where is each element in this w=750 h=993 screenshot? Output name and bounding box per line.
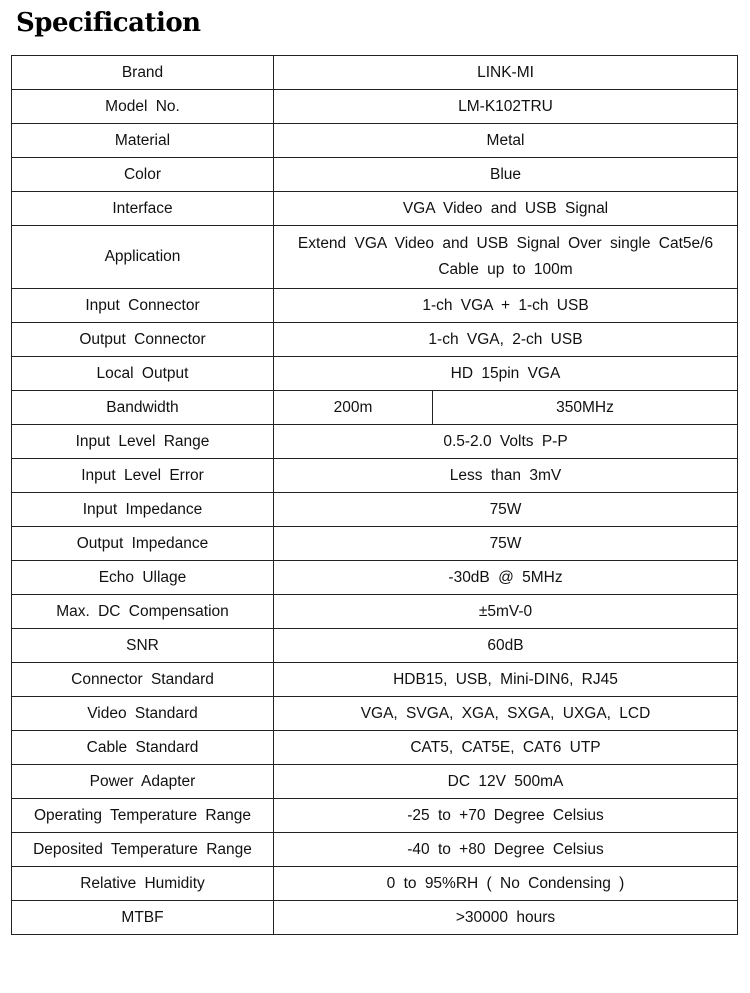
- specification-table: [11, 55, 738, 935]
- row-value: -30dB @ 5MHz: [274, 561, 738, 595]
- row-value: 0 to 95%RH ( No Condensing ): [274, 867, 738, 901]
- row-label: Application: [12, 226, 274, 289]
- row-value: -25 to +70 Degree Celsius: [274, 799, 738, 833]
- row-value: 1-ch VGA, 2-ch USB: [274, 323, 738, 357]
- table-row: [12, 56, 738, 90]
- table-row: [12, 391, 738, 425]
- row-value: CAT5, CAT5E, CAT6 UTP: [274, 731, 738, 765]
- table-row: [12, 192, 738, 226]
- row-label: Model No.: [12, 90, 274, 124]
- row-label: Power Adapter: [12, 765, 274, 799]
- row-label: Echo Ullage: [12, 561, 274, 595]
- row-label: Color: [12, 158, 274, 192]
- table-row: [12, 901, 738, 935]
- table-row: [12, 289, 738, 323]
- row-label: SNR: [12, 629, 274, 663]
- table-row: [12, 527, 738, 561]
- row-value: 1-ch VGA + 1-ch USB: [274, 289, 738, 323]
- table-row: [12, 629, 738, 663]
- bandwidth-frequency: 350MHz: [433, 391, 738, 425]
- row-label: Operating Temperature Range: [12, 799, 274, 833]
- row-value: -40 to +80 Degree Celsius: [274, 833, 738, 867]
- row-value: HD 15pin VGA: [274, 357, 738, 391]
- table-row: [12, 493, 738, 527]
- row-value: 0.5-2.0 Volts P-P: [274, 425, 738, 459]
- row-value-line-2: Cable up to 100m: [438, 261, 573, 278]
- row-label: Interface: [12, 192, 274, 226]
- row-value: VGA Video and USB Signal: [274, 192, 738, 226]
- row-value: Metal: [274, 124, 738, 158]
- table-row: [12, 697, 738, 731]
- row-value: HDB15, USB, Mini-DIN6, RJ45: [274, 663, 738, 697]
- row-label: Bandwidth: [12, 391, 274, 425]
- row-value: ±5mV-0: [274, 595, 738, 629]
- row-label: Connector Standard: [12, 663, 274, 697]
- row-label: Input Connector: [12, 289, 274, 323]
- row-label: Input Level Range: [12, 425, 274, 459]
- page-title: Specification: [16, 8, 201, 38]
- table-row: [12, 357, 738, 391]
- table-row: [12, 663, 738, 697]
- table-row: [12, 158, 738, 192]
- row-label: Input Impedance: [12, 493, 274, 527]
- row-value: DC 12V 500mA: [274, 765, 738, 799]
- table-row: [12, 561, 738, 595]
- row-label: Output Impedance: [12, 527, 274, 561]
- table-row: [12, 226, 738, 289]
- table-row: [12, 799, 738, 833]
- table-row: [12, 867, 738, 901]
- row-label: Relative Humidity: [12, 867, 274, 901]
- table-row: [12, 833, 738, 867]
- row-value: [274, 226, 738, 289]
- row-value: 60dB: [274, 629, 738, 663]
- row-label: Output Connector: [12, 323, 274, 357]
- table-row: [12, 765, 738, 799]
- row-label: Local Output: [12, 357, 274, 391]
- table-row: [12, 595, 738, 629]
- row-label: Deposited Temperature Range: [12, 833, 274, 867]
- row-label: Max. DC Compensation: [12, 595, 274, 629]
- row-value: 75W: [274, 493, 738, 527]
- bandwidth-distance: 200m: [274, 391, 433, 425]
- row-value: LM-K102TRU: [274, 90, 738, 124]
- row-label: Cable Standard: [12, 731, 274, 765]
- row-label: Brand: [12, 56, 274, 90]
- row-value: VGA, SVGA, XGA, SXGA, UXGA, LCD: [274, 697, 738, 731]
- table-row: [12, 459, 738, 493]
- table-row: [12, 323, 738, 357]
- row-value: Less than 3mV: [274, 459, 738, 493]
- row-value: >30000 hours: [274, 901, 738, 935]
- row-label: MTBF: [12, 901, 274, 935]
- table-row: [12, 731, 738, 765]
- row-label: Input Level Error: [12, 459, 274, 493]
- table-row: [12, 90, 738, 124]
- row-value: LINK-MI: [274, 56, 738, 90]
- row-value-line-1: Extend VGA Video and USB Signal Over single Cat5e/6: [297, 235, 714, 252]
- row-value: 75W: [274, 527, 738, 561]
- table-row: [12, 425, 738, 459]
- row-label: Material: [12, 124, 274, 158]
- table-row: [12, 124, 738, 158]
- row-value: Blue: [274, 158, 738, 192]
- row-label: Video Standard: [12, 697, 274, 731]
